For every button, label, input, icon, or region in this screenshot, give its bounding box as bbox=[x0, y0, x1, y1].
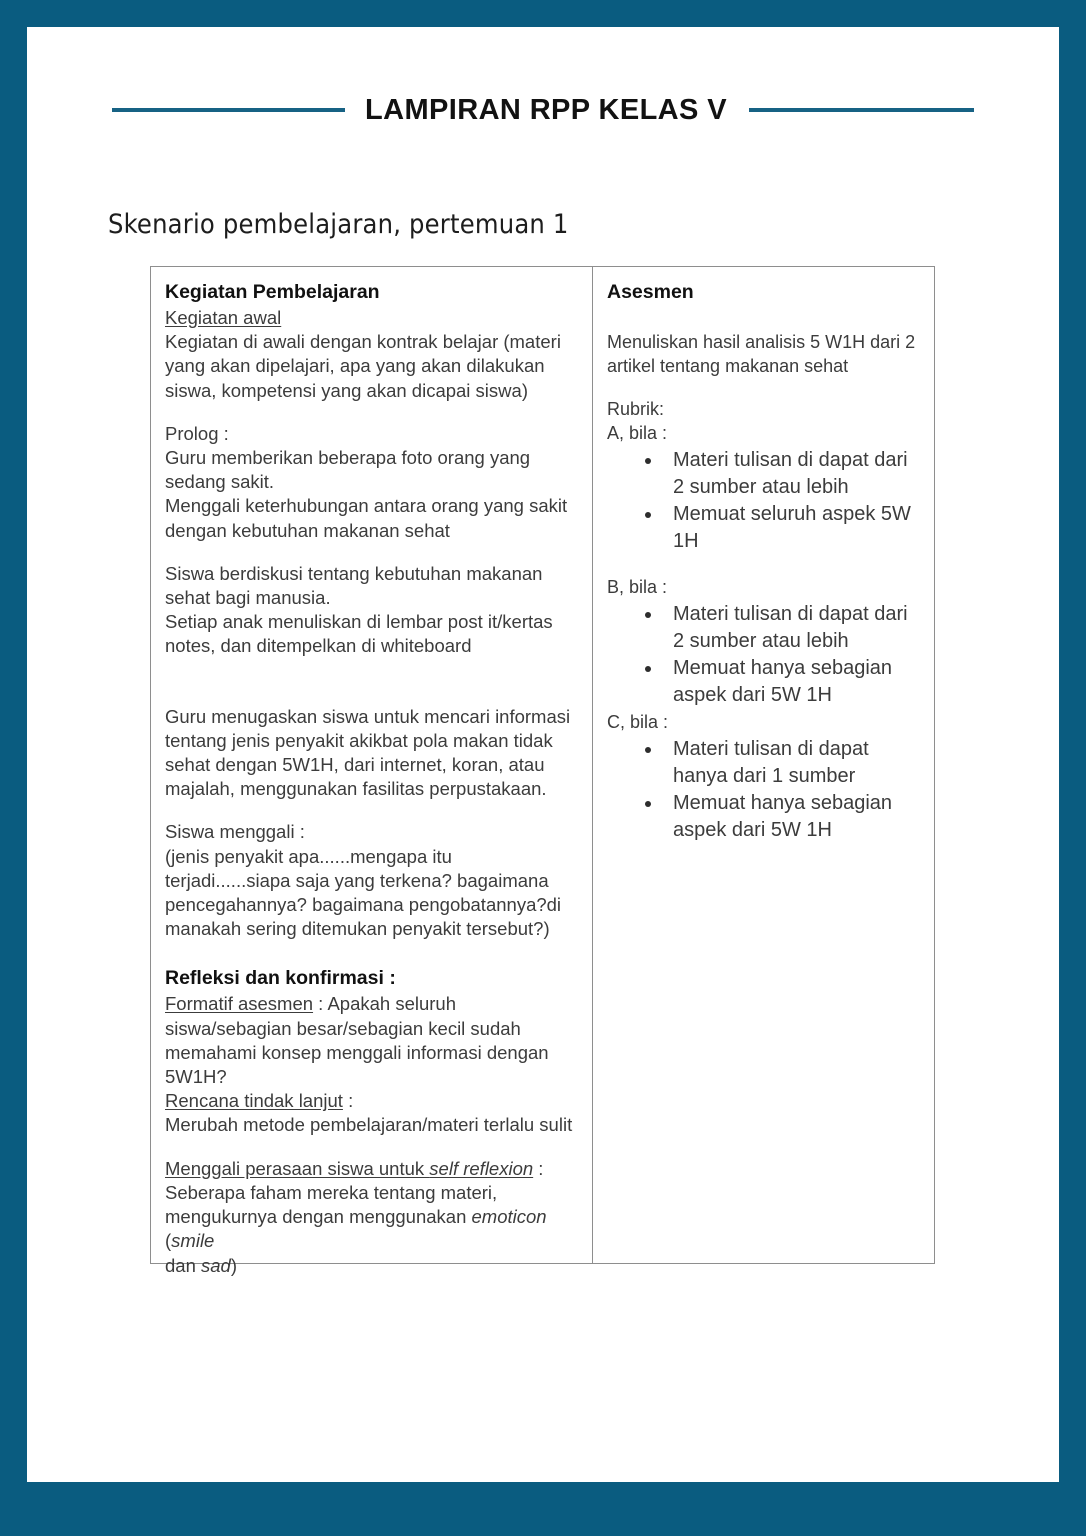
self-reflexion-separator: : bbox=[533, 1157, 544, 1179]
self-reflexion-label bbox=[165, 1158, 533, 1179]
spacer bbox=[165, 1138, 578, 1157]
rubrik-label: Rubrik: bbox=[607, 399, 665, 419]
document-header bbox=[27, 85, 1059, 135]
emoticon-italic-term: emoticon bbox=[471, 1206, 547, 1228]
rencana-tindak-lanjut-separator: : bbox=[342, 1090, 354, 1112]
self-reflexion-body-2a: mengukurnya dengan menggunakan bbox=[165, 1206, 472, 1228]
bullet-icon bbox=[645, 801, 651, 807]
list-item bbox=[607, 790, 922, 843]
title-rule-left-decoration bbox=[112, 108, 345, 112]
list-item bbox=[607, 447, 922, 500]
self-reflexion-italic-term: self reflexion bbox=[429, 1157, 534, 1179]
diskusi-body: Siswa berdiskusi tentang kebutuhan makanan sehat bagi manusia. bbox=[165, 562, 543, 609]
spacer bbox=[165, 941, 578, 965]
rubric-item-text: Memuat hanya sebagian aspek dari 5W 1H bbox=[673, 657, 893, 706]
list-item bbox=[607, 601, 922, 654]
kegiatan-awal-label: Kegiatan awal bbox=[165, 307, 282, 328]
rubric-list-b bbox=[607, 601, 922, 708]
rencana-tindak-lanjut-row bbox=[165, 1089, 578, 1113]
rubric-item-text: Materi tulisan di dapat hanya dari 1 sumber bbox=[673, 738, 869, 787]
rubric-item-text: Materi tulisan di dapat dari 2 sumber atau lebih bbox=[673, 449, 908, 498]
page-frame bbox=[27, 27, 1059, 1482]
refleksi-heading: Refleksi dan konfirmasi : bbox=[165, 967, 396, 990]
asesmen-intro: Menuliskan hasil analisis 5 W1H dari 2 artikel tentang makanan sehat bbox=[607, 332, 916, 376]
column-heading-kegiatan: Kegiatan Pembelajaran bbox=[165, 281, 380, 303]
spacer bbox=[165, 543, 578, 562]
self-reflexion-body-2c: ( bbox=[165, 1230, 172, 1252]
rubric-level-label-c: C, bila : bbox=[607, 712, 669, 732]
self-reflexion-row bbox=[165, 1157, 578, 1181]
rubric-item-text: Memuat hanya sebagian aspek dari 5W 1H bbox=[673, 792, 893, 841]
prolog-body-foto: Guru memberikan beberapa foto orang yang sedang sakit. bbox=[165, 447, 531, 493]
subheading-kegiatan-awal bbox=[165, 306, 578, 330]
table-column-asesmen bbox=[593, 267, 934, 1263]
column-heading-asesmen: Asesmen bbox=[607, 281, 694, 303]
spacer bbox=[165, 801, 578, 820]
smile-italic-term: smile bbox=[171, 1230, 215, 1252]
siswa-menggali-body: (jenis penyakit apa......mengapa itu terjadi......siapa saja yang terkena? bagaimana pencegahannya? bagaimana pengobatannya?di manakah sering ditemukan penyakit tersebut?) bbox=[165, 845, 562, 940]
spacer bbox=[165, 659, 578, 705]
tugas-mencari-informasi-body: Guru menugaskan siswa untuk mencari informasi tentang jenis penyakit akikbat pola makan tidak sehat dengan 5W1H, dari internet, koran, atau majalah, menggunakan fasilitas perpustakaan. bbox=[165, 705, 571, 800]
section-subtitle: Skenario pembelajaran, pertemuan 1 bbox=[108, 209, 569, 240]
self-reflexion-body-line2 bbox=[165, 1205, 578, 1253]
rubric-list-a bbox=[607, 447, 922, 554]
self-reflexion-body-line3 bbox=[165, 1254, 578, 1278]
rencana-tindak-lanjut-label: Rencana tindak lanjut bbox=[165, 1090, 343, 1112]
siswa-menggali-label: Siswa menggali : bbox=[165, 821, 305, 843]
diskusi-postit-body: Setiap anak menuliskan di lembar post it/kertas notes, dan ditempelkan di whiteboard bbox=[165, 611, 553, 657]
prolog-body-keterhubungan: Menggali keterhubungan antara orang yang sakit dengan kebutuhan makanan sehat bbox=[165, 495, 568, 541]
spacer bbox=[607, 378, 922, 397]
formatif-asesmen-label: Formatif asesmen bbox=[165, 993, 314, 1015]
sad-italic-term: sad bbox=[201, 1254, 231, 1276]
bullet-icon bbox=[645, 747, 651, 753]
scenario-table bbox=[150, 266, 935, 1276]
page-title: LAMPIRAN RPP KELAS V bbox=[365, 93, 727, 126]
table-column-kegiatan-pembelajaran bbox=[151, 267, 593, 1276]
bullet-icon bbox=[645, 612, 651, 618]
self-reflexion-body-3c: ) bbox=[230, 1254, 238, 1276]
rencana-tindak-lanjut-body: Merubah metode pembelajaran/materi terlalu sulit bbox=[165, 1114, 573, 1136]
formatif-asesmen-row bbox=[165, 992, 578, 1089]
title-rule-right-decoration bbox=[749, 108, 974, 112]
self-reflexion-prefix: Menggali perasaan siswa untuk bbox=[165, 1157, 430, 1179]
spacer bbox=[607, 556, 922, 575]
formatif-asesmen-body: : Apakah seluruh siswa/sebagian besar/sebagian kecil sudah memahami konsep menggali informasi dengan 5W1H? bbox=[165, 993, 549, 1088]
rubric-item-text: Memuat seluruh aspek 5W 1H bbox=[673, 503, 911, 552]
list-item bbox=[607, 501, 922, 554]
list-item bbox=[607, 655, 922, 708]
spacer bbox=[607, 306, 922, 330]
spacer bbox=[165, 403, 578, 422]
list-item bbox=[607, 736, 922, 789]
rubric-level-label-a: A, bila : bbox=[607, 423, 668, 443]
rubric-level-label-b: B, bila : bbox=[607, 577, 668, 597]
self-reflexion-body-3a: dan bbox=[165, 1254, 202, 1276]
kegiatan-awal-body: Kegiatan di awali dengan kontrak belajar (materi yang akan dipelajari, apa yang akan dilakukan siswa, kompetensi yang akan dicapai siswa) bbox=[165, 331, 561, 401]
bullet-icon bbox=[645, 512, 651, 518]
prolog-label: Prolog : bbox=[165, 422, 229, 444]
self-reflexion-body-line1: Seberapa faham mereka tentang materi, bbox=[165, 1181, 498, 1203]
rubric-item-text: Materi tulisan di dapat dari 2 sumber atau lebih bbox=[673, 603, 908, 652]
bullet-icon bbox=[645, 458, 651, 464]
rubric-list-c bbox=[607, 736, 922, 843]
bullet-icon bbox=[645, 666, 651, 672]
